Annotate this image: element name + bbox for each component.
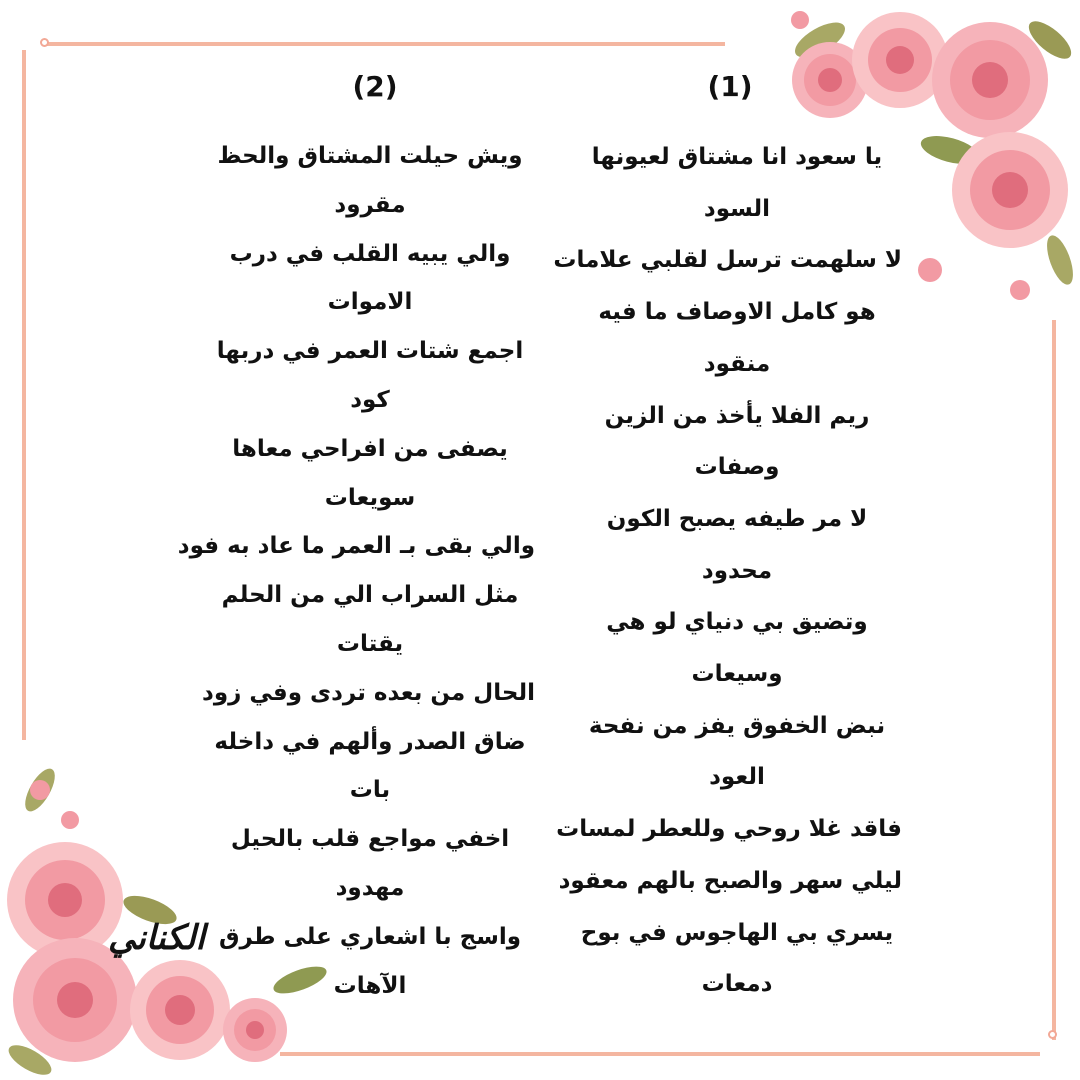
poem-line: واسج با اشعاري على طرق — [218, 923, 522, 950]
poem-line: هو كامل الاوصاف ما فيه — [598, 299, 876, 326]
frame-left — [22, 50, 26, 740]
poem-line: والي بقى بـ العمر ما عاد به فود — [177, 533, 535, 560]
poem-line: كود — [350, 386, 390, 413]
poem-line: وتضيق بي دنياي لو هي — [606, 609, 868, 636]
poem-line: العود — [709, 764, 765, 791]
poem-line: بات — [349, 777, 391, 804]
poem-line: الحال من بعده تردى وفي زود — [202, 679, 535, 706]
poem-line: منقود — [703, 350, 771, 377]
poem-line: محدود — [701, 557, 773, 584]
frame-right — [1052, 320, 1056, 1040]
poem-line: السود — [703, 195, 771, 222]
rose-icon — [952, 132, 1068, 248]
poem-line: نبض الخفوق يفز من نفحة — [588, 712, 886, 739]
rose-icon — [932, 22, 1048, 138]
column-2-heading: (2) — [352, 70, 398, 103]
poem-line: مقرود — [334, 191, 406, 218]
poem-line: لا سلهمت ترسل لقلبي علامات — [553, 247, 902, 274]
column-1-heading: (1) — [707, 70, 753, 103]
poem-line: الاموات — [327, 289, 413, 316]
poem-line: اخفي مواجع قلب بالحيل — [230, 826, 510, 853]
poem-line: يا سعود انا مشتاق لعيونها — [591, 144, 883, 170]
poem-line: فاقد غلا روحي وللعطر لمسات — [556, 816, 902, 843]
poem-line: ليلي سهر والصبح بالهم معقود — [558, 867, 902, 894]
poem-line: وصفات — [694, 454, 780, 481]
poem-column-1 — [553, 132, 902, 1011]
poem-line: ريم الفلا يأخذ من الزين — [604, 402, 870, 429]
author-signature: الكناني — [108, 918, 206, 958]
poem-line: ضاق الصدر وألهم في داخله — [214, 728, 526, 755]
poem-line: سويعات — [324, 484, 416, 511]
poem-line: يقتات — [336, 630, 404, 657]
frame-top-left — [45, 42, 725, 46]
poem-line: دمعات — [701, 971, 773, 998]
poem-column-2 — [177, 132, 535, 1010]
poem-line: ويش حيلت المشتاق والحظ — [217, 143, 523, 169]
frame-bottom — [280, 1052, 1040, 1056]
poem-line: لا مر طيفه يصبح الكون — [606, 505, 868, 532]
poem-line: والي يبيه القلب في درب — [229, 240, 511, 267]
poem-line: مثل السراب الي من الحلم — [221, 582, 519, 609]
corner-dot-icon — [1048, 1030, 1057, 1039]
poem-line: مهدود — [335, 874, 405, 901]
poem-line: يسري بي الهاجوس في بوح — [580, 919, 894, 946]
poem-line: اجمع شتات العمر في دربها — [216, 338, 524, 365]
poem-line: يصفى من افراحي معاها — [232, 435, 508, 462]
corner-dot-icon — [40, 38, 49, 47]
poem-line: الآهات — [333, 972, 407, 999]
poem-line: وسيعات — [691, 661, 783, 688]
rose-icon — [852, 12, 948, 108]
